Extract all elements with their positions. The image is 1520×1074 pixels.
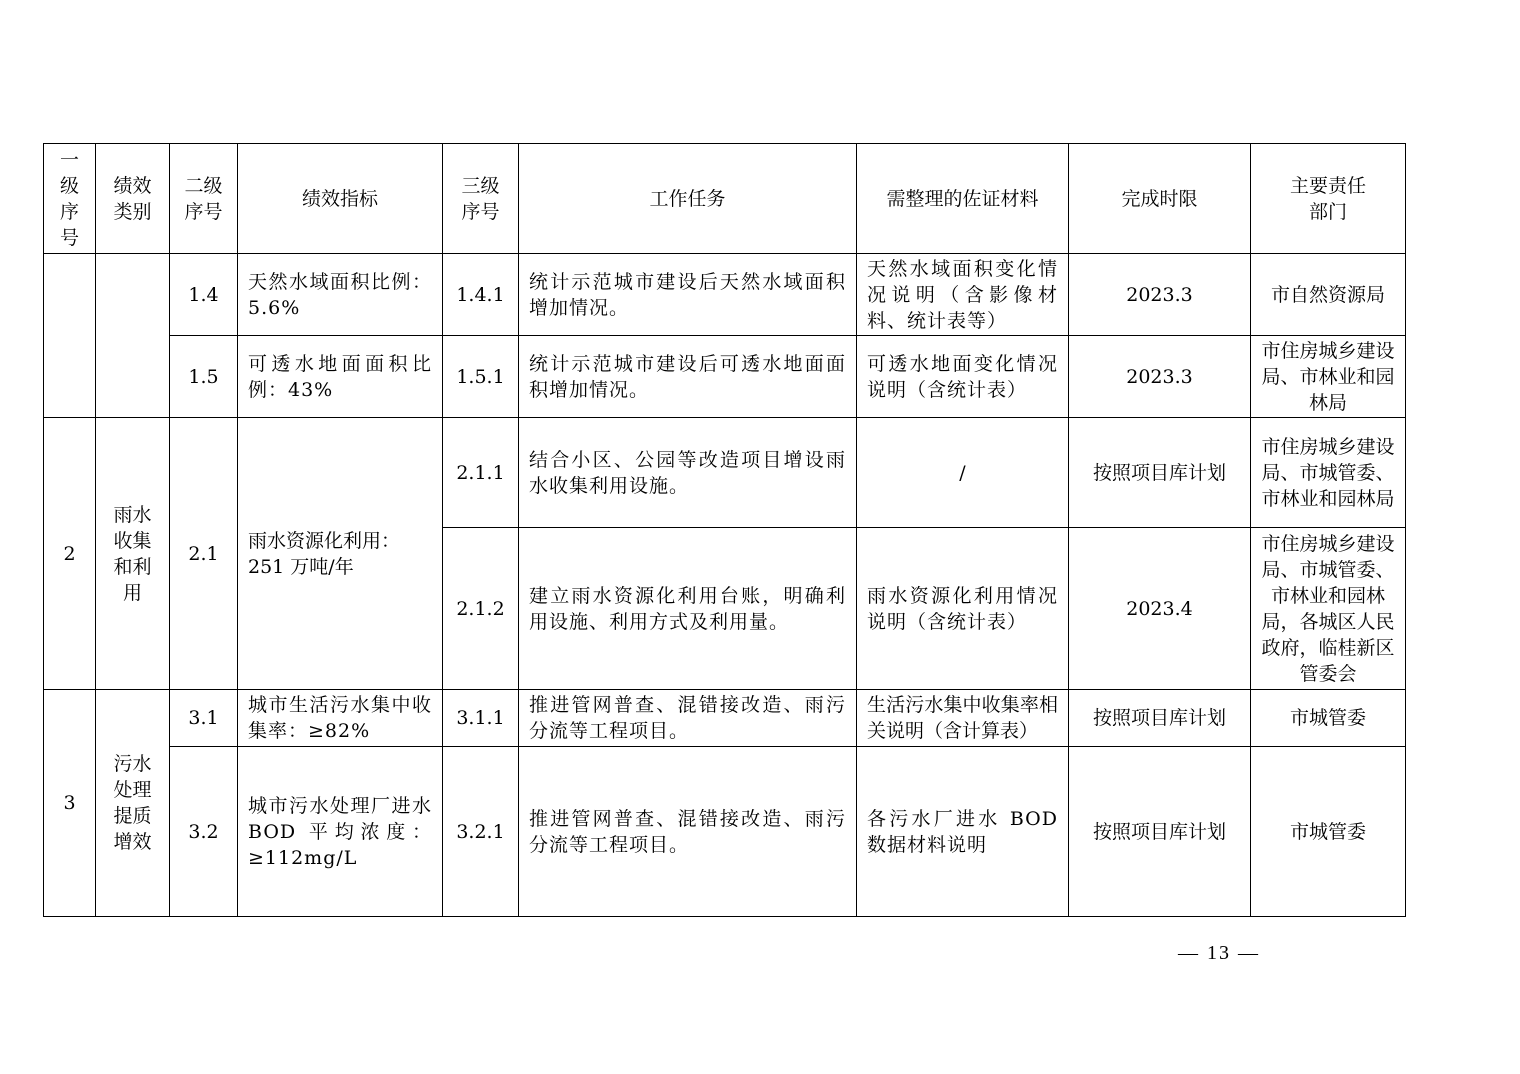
header-department: 主要责任部门 xyxy=(1251,144,1406,254)
table-row xyxy=(44,690,1406,747)
level2-no: 2.1 xyxy=(170,418,238,690)
department-cell: 市住房城乡建设局、市城管委、市林业和园林局 xyxy=(1251,418,1406,528)
level2-no: 3.1 xyxy=(170,690,238,747)
category-cell: 污水处理提质增效 xyxy=(96,690,170,917)
level3-no: 1.4.1 xyxy=(443,254,519,336)
department-cell: 市自然资源局 xyxy=(1251,254,1406,336)
header-category: 绩效类别 xyxy=(96,144,170,254)
level3-no: 1.5.1 xyxy=(443,336,519,418)
table-row xyxy=(44,418,1406,528)
level2-no: 1.4 xyxy=(170,254,238,336)
task-table xyxy=(43,143,1406,917)
indicator-cell: 城市污水处理厂进水 BOD 平均浓度：≥112mg/L xyxy=(238,747,443,917)
table-row xyxy=(44,254,1406,336)
deadline-cell: 2023.3 xyxy=(1069,336,1251,418)
indicator-cell: 雨水资源化利用：251 万吨/年 xyxy=(238,418,443,690)
materials-cell: 生活污水集中收集率相关说明（含计算表） xyxy=(857,690,1069,747)
level3-no: 2.1.2 xyxy=(443,528,519,690)
deadline-cell: 按照项目库计划 xyxy=(1069,690,1251,747)
deadline-cell: 按照项目库计划 xyxy=(1069,747,1251,917)
indicator-cell: 天然水域面积比例：5.6% xyxy=(238,254,443,336)
task-cell: 推进管网普查、混错接改造、雨污分流等工程项目。 xyxy=(519,690,857,747)
category-cell-empty xyxy=(96,254,170,418)
indicator-cell: 可透水地面面积比例：43% xyxy=(238,336,443,418)
level3-no: 3.1.1 xyxy=(443,690,519,747)
level1-no: 3 xyxy=(44,690,96,917)
indicator-cell: 城市生活污水集中收集率：≥82% xyxy=(238,690,443,747)
department-cell: 市城管委 xyxy=(1251,690,1406,747)
header-task: 工作任务 xyxy=(519,144,857,254)
deadline-cell: 按照项目库计划 xyxy=(1069,418,1251,528)
materials-cell: 各污水厂进水 BOD 数据材料说明 xyxy=(857,747,1069,917)
header-indicator: 绩效指标 xyxy=(238,144,443,254)
department-cell: 市城管委 xyxy=(1251,747,1406,917)
header-row xyxy=(44,144,1406,254)
header-level1-no: 一级序号 xyxy=(44,144,96,254)
materials-cell: / xyxy=(857,418,1069,528)
task-cell: 统计示范城市建设后可透水地面面积增加情况。 xyxy=(519,336,857,418)
header-level2-no: 二级序号 xyxy=(170,144,238,254)
table-row xyxy=(44,336,1406,418)
task-cell: 建立雨水资源化利用台账，明确利用设施、利用方式及利用量。 xyxy=(519,528,857,690)
materials-cell: 天然水域面积变化情况说明（含影像材料、统计表等） xyxy=(857,254,1069,336)
page-number: — 13 — xyxy=(1178,942,1260,964)
level1-cell-empty xyxy=(44,254,96,418)
level1-no: 2 xyxy=(44,418,96,690)
level2-no: 3.2 xyxy=(170,747,238,917)
task-cell: 结合小区、公园等改造项目增设雨水收集利用设施。 xyxy=(519,418,857,528)
deadline-cell: 2023.3 xyxy=(1069,254,1251,336)
task-cell: 推进管网普查、混错接改造、雨污分流等工程项目。 xyxy=(519,747,857,917)
header-deadline: 完成时限 xyxy=(1069,144,1251,254)
deadline-cell: 2023.4 xyxy=(1069,528,1251,690)
department-cell: 市住房城乡建设局、市林业和园林局 xyxy=(1251,336,1406,418)
table-row xyxy=(44,747,1406,917)
level3-no: 3.2.1 xyxy=(443,747,519,917)
header-level3-no: 三级序号 xyxy=(443,144,519,254)
category-cell: 雨水收集和利用 xyxy=(96,418,170,690)
header-materials: 需整理的佐证材料 xyxy=(857,144,1069,254)
task-cell: 统计示范城市建设后天然水域面积增加情况。 xyxy=(519,254,857,336)
department-cell: 市住房城乡建设局、市城管委、市林业和园林局，各城区人民政府，临桂新区管委会 xyxy=(1251,528,1406,690)
level3-no: 2.1.1 xyxy=(443,418,519,528)
materials-cell: 可透水地面变化情况说明（含统计表） xyxy=(857,336,1069,418)
level2-no: 1.5 xyxy=(170,336,238,418)
materials-cell: 雨水资源化利用情况说明（含统计表） xyxy=(857,528,1069,690)
